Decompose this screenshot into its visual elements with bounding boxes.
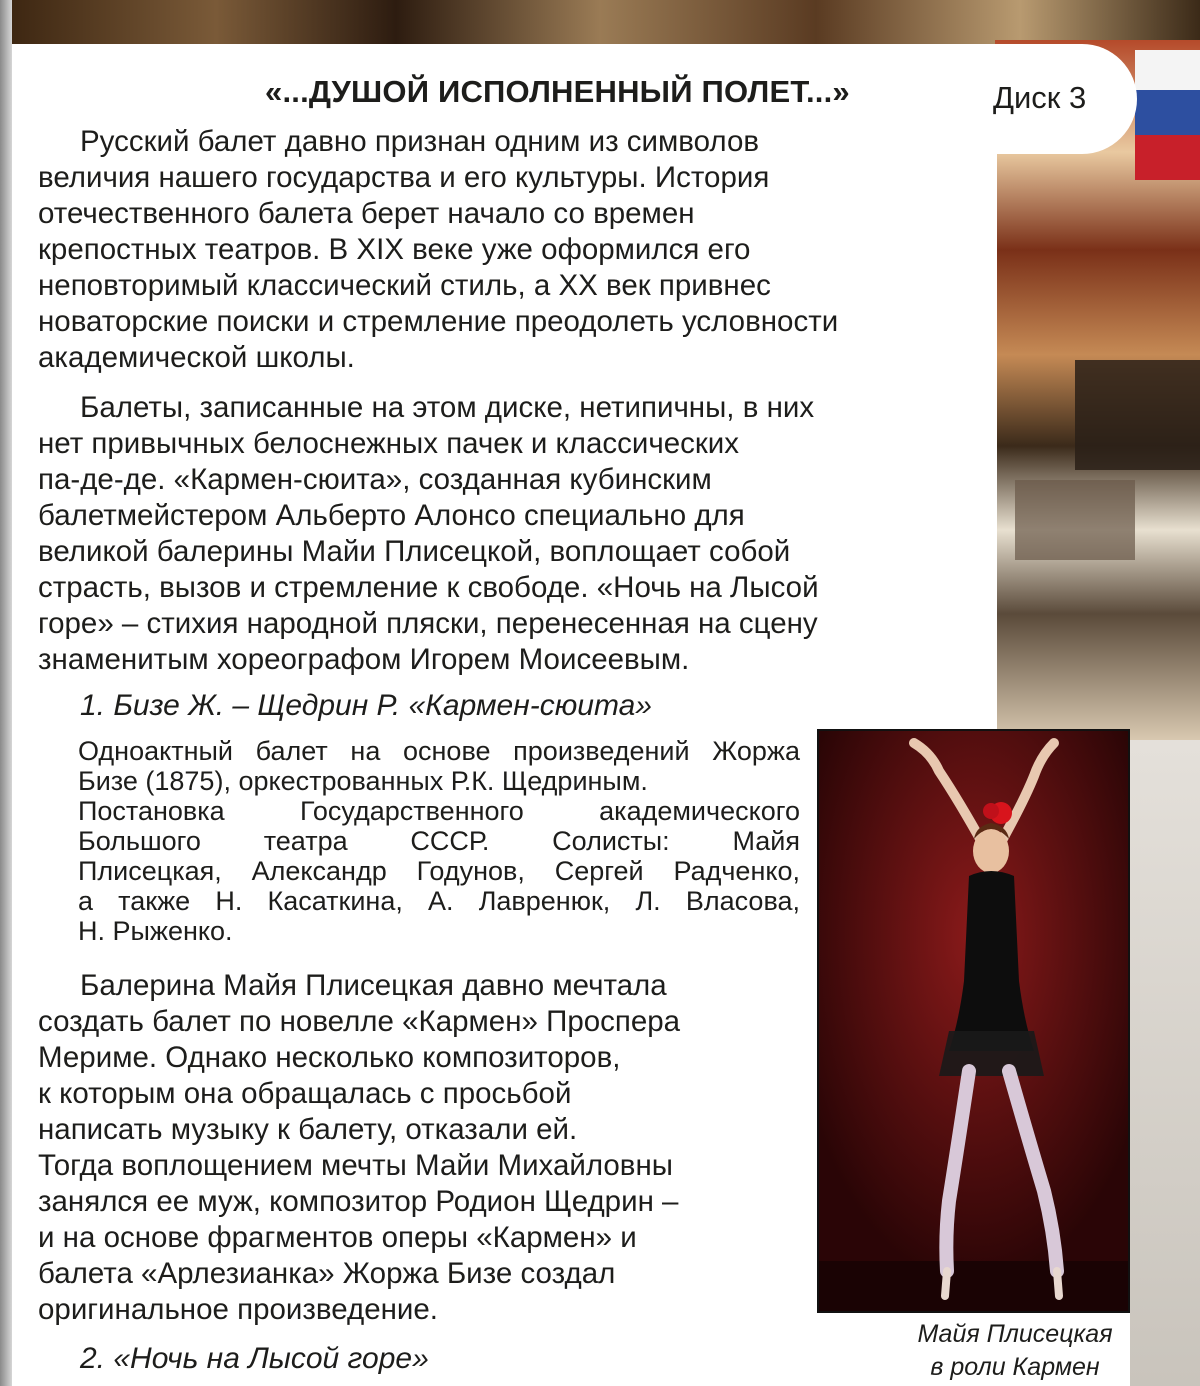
text-line: академической школы. bbox=[38, 341, 355, 374]
caption-line: Майя Плисецкая bbox=[917, 1320, 1113, 1348]
ballerina-photo bbox=[817, 729, 1130, 1313]
text-line: Бизе (1875), оркестрованных Р.К. Щедриным. bbox=[78, 766, 648, 796]
disk-label: Диск 3 bbox=[993, 80, 1087, 115]
flag-red-stripe bbox=[1135, 135, 1200, 180]
text-line: балетмейстером Альберто Алонсо специально для bbox=[38, 499, 745, 532]
right-margin-strip bbox=[1130, 740, 1200, 1386]
text-line: новаторские поиски и стремление преодолеть условности bbox=[38, 305, 839, 338]
text-line: знаменитым хореографом Игорем Моисеевым. bbox=[38, 643, 690, 676]
disk-info-paragraph bbox=[38, 390, 819, 678]
text-line: крепостных театров. В XIX веке уже оформился его bbox=[38, 233, 751, 266]
ballerina-illustration bbox=[819, 731, 1130, 1313]
text-line: Балеты, записанные на этом диске, нетипичны, в них bbox=[80, 391, 815, 424]
track2-heading: 2. «Ночь на Лысой горе» bbox=[80, 1342, 429, 1375]
track1-heading: 1. Бизе Ж. – Щедрин Р. «Кармен-сюита» bbox=[80, 689, 652, 722]
text-line: Мериме. Однако несколько композиторов, bbox=[38, 1041, 621, 1074]
text-line: оригинальное произведение. bbox=[38, 1293, 438, 1326]
story-paragraph bbox=[38, 968, 680, 1328]
text-line: отечественного балета берет начало со времен bbox=[38, 197, 695, 230]
page-left-edge bbox=[0, 0, 12, 1386]
flag-white-stripe bbox=[1135, 50, 1200, 90]
text-line: а также Н. Касаткина, А. Лавренюк, Л. Власова, bbox=[78, 886, 800, 916]
text-line: к которым она обращалась с просьбой bbox=[38, 1077, 572, 1110]
text-line: Большого театра СССР. Солисты: Майя bbox=[78, 826, 800, 856]
page-title: «...ДУШОЙ ИСПОЛНЕННЫЙ ПОЛЕТ...» bbox=[265, 74, 850, 109]
text-line: страсть, вызов и стремление к свободе. «Ночь на Лысой bbox=[38, 571, 819, 604]
text-line: создать балет по новелле «Кармен» Проспера bbox=[38, 1005, 681, 1038]
caption-line: в роли Кармен bbox=[930, 1353, 1100, 1381]
track1-description bbox=[78, 736, 800, 946]
collage-brown-block bbox=[1015, 480, 1135, 560]
text-line: и на основе фрагментов оперы «Кармен» и bbox=[38, 1221, 637, 1254]
text-line: занялся ее муж, композитор Родион Щедрин – bbox=[38, 1185, 679, 1218]
top-decorative-band bbox=[0, 0, 1200, 44]
text-line: Плисецкая, Александр Годунов, Сергей Радченко, bbox=[78, 856, 800, 886]
text-line: Тогда воплощением мечты Майи Михайловны bbox=[38, 1149, 673, 1182]
collage-dark-block bbox=[1075, 360, 1200, 470]
text-line: балета «Арлезианка» Жоржа Бизе создал bbox=[38, 1257, 616, 1290]
text-line: Одноактный балет на основе произведений Жоржа bbox=[78, 736, 800, 766]
text-line: неповторимый классический стиль, а XX век привнес bbox=[38, 269, 771, 302]
flag-blue-stripe bbox=[1135, 90, 1200, 135]
text-line: горе» – стихия народной пляски, перенесенная на сцену bbox=[38, 607, 818, 640]
text-line: Балерина Майя Плисецкая давно мечтала bbox=[80, 969, 667, 1002]
text-line: великой балерины Майи Плисецкой, воплощает собой bbox=[38, 535, 791, 568]
text-line: па-де-де. «Кармен-сюита», созданная кубинским bbox=[38, 463, 712, 496]
intro-paragraph bbox=[38, 124, 838, 376]
text-line: написать музыку к балету, отказали ей. bbox=[38, 1113, 578, 1146]
text-line: Постановка Государственного академического bbox=[78, 796, 800, 826]
text-line: Русский балет давно признан одним из символов bbox=[80, 125, 760, 158]
text-line: нет привычных белоснежных пачек и классических bbox=[38, 427, 739, 460]
text-line: величия нашего государства и его культуры. История bbox=[38, 161, 770, 194]
text-line: Н. Рыженко. bbox=[78, 916, 233, 946]
photo-caption bbox=[880, 1318, 1150, 1384]
